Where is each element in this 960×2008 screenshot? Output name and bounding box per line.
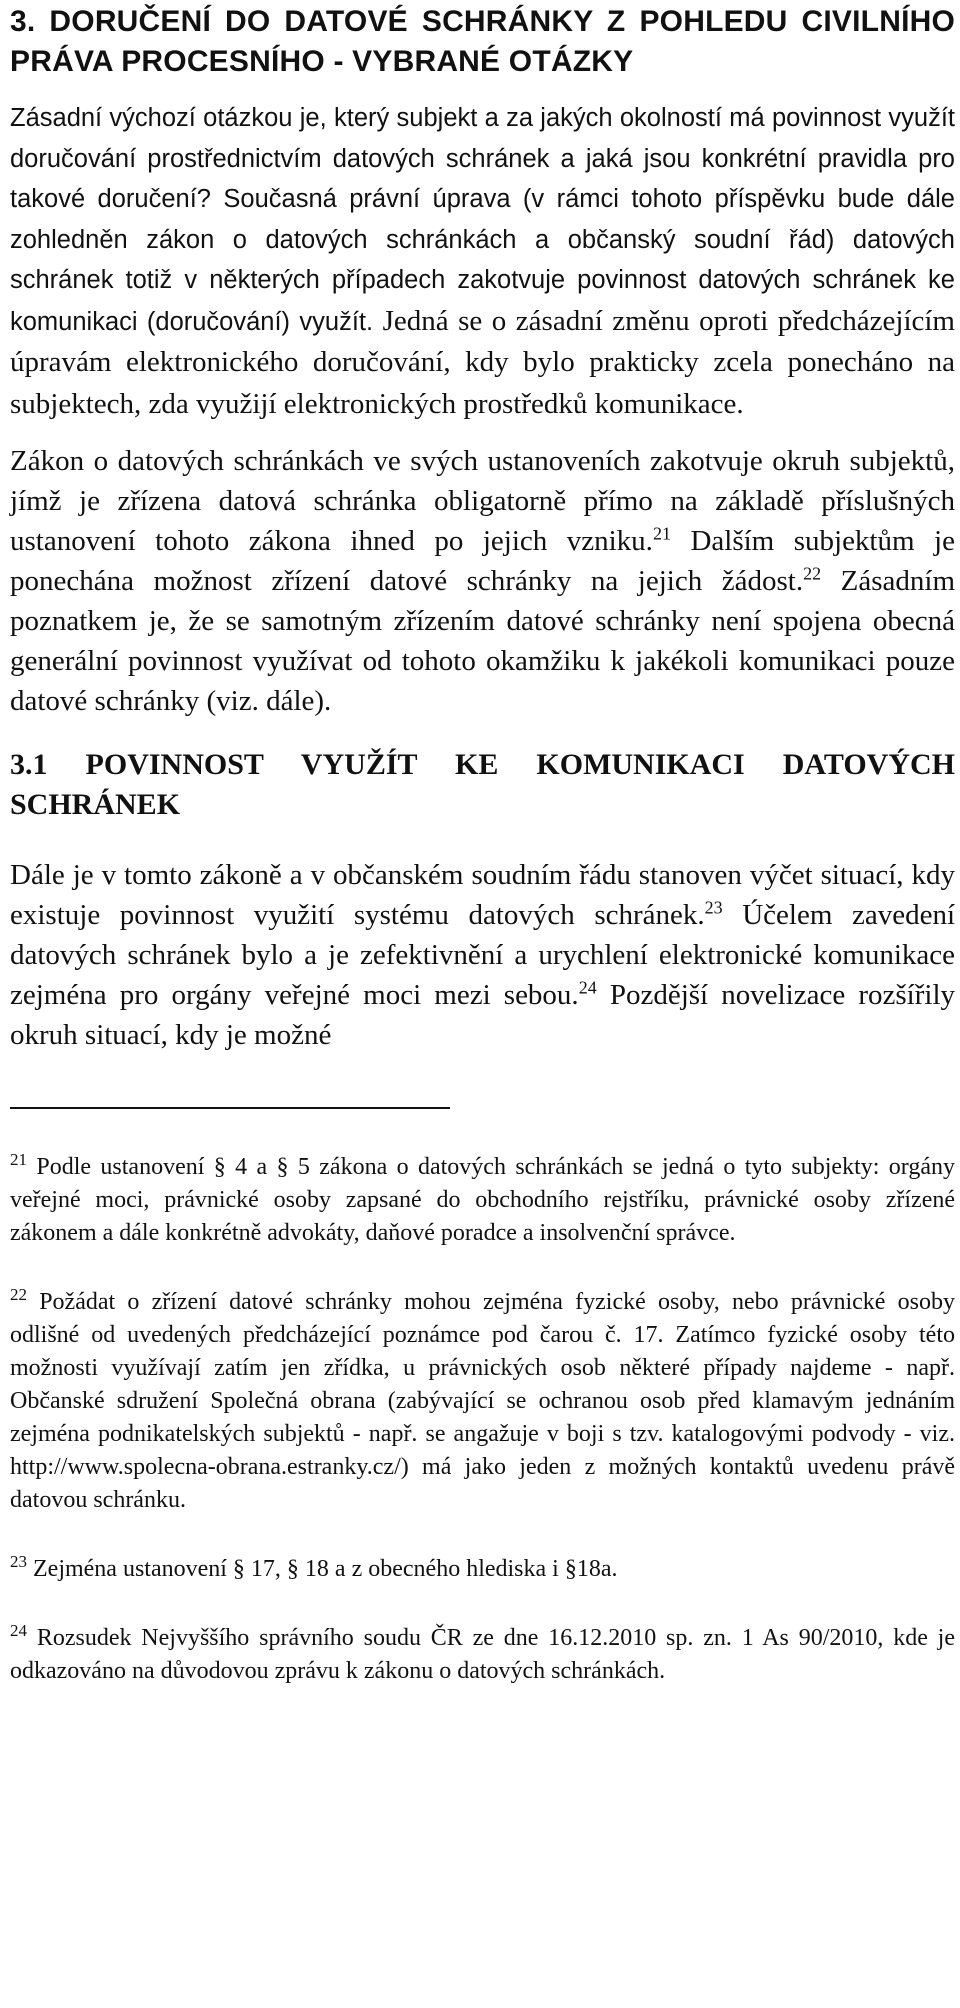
footnote-number: 23: [10, 1552, 27, 1571]
section-paragraph-2: [10, 441, 955, 721]
footnote-divider: [10, 1107, 450, 1109]
footnote-text: Požádat o zřízení datové schránky mohou zejména fyzické osoby, nebo právnické osoby odlišné od uvedených předcházející poznámce pod čarou č. 17. Zatímco fyzické osoby této možnosti využívají zatím jen zřídka, u právnických osob některé případy najdeme - např. Občanské sdružení Společná obrana (zabývající se ochranou osob před klamavým jednáním zejména podnikatelských subjektů - např. se angažuje v boji s tzv. katalogovými podvody - viz. http://www.spolecna-obrana.estranky.cz/) má jako jeden z možných kontaktů uvedenu právě datovou schránku.: [10, 1289, 955, 1513]
section-heading: 3. DORUČENÍ DO DATOVÉ SCHRÁNKY Z POHLEDU CIVILNÍHO PRÁVA PROCESNÍHO - VYBRANÉ OTÁZKY: [10, 5, 955, 78]
subsection-paragraph: [10, 855, 955, 1055]
footnote-21: [10, 1151, 955, 1250]
footnote-text: Zejména ustanovení § 17, § 18 a z obecného hlediska i §18a.: [27, 1556, 618, 1582]
paragraph-1-text-serif: Jedná se o zásadní změnu oproti předcházejícím úpravám elektronického doručování, kdy bylo prakticky zcela ponecháno na subjektech, zda využijí elektronických prostředků komunikace.: [10, 304, 955, 420]
footnote-number: 21: [10, 1150, 27, 1169]
paragraph-1-text-sans: Zásadní výchozí otázkou je, který subjekt a za jakých okolností má povinnost využít doručování prostřednictvím datových schránek a jaká jsou konkrétní pravidla pro takové doručení? Současná právní úprava (v rámci tohoto příspěvku bude dále zohledněn zákon o datových schránkách a občanský soudní řád) datových schránek totiž v některých případech zakotvuje povinnost datových schránek ke komunikaci (doručování) využít.: [10, 104, 955, 336]
subsection-text-b: Účelem zavedení datových schránek bylo a je zefektivnění a urychlení elektronické komunikace zejména pro orgány veřejné moci mezi sebou.: [10, 899, 956, 1011]
footnote-ref-22[interactable]: 22: [803, 563, 822, 584]
footnote-22: [10, 1286, 955, 1517]
footnote-text: Podle ustanovení § 4 a § 5 zákona o datových schránkách se jedná o tyto subjekty: orgány veřejné moci, právnické osoby zapsané do obchodního rejstříku, právnické osoby zřízené zákonem a dále konkrétně advokáty, daňové poradce a insolvenční správce.: [10, 1154, 955, 1246]
paragraph-2-text-c: Zásadním poznatkem je, že se samotným zřízením datové schránky není spojena obecná generální povinnost využívat od tohoto okamžiku k jakékoli komunikaci pouze datové schránky (viz. dále).: [10, 565, 955, 717]
footnote-number: 24: [10, 1621, 27, 1640]
footnote-text: Rozsudek Nejvyššího správního soudu ČR ze dne 16.12.2010 sp. zn. 1 As 90/2010, kde je odkazováno na důvodovou zprávu k zákonu o datových schránkách.: [10, 1625, 955, 1684]
footnote-23: [10, 1553, 955, 1586]
subsection-heading: 3.1 POVINNOST VYUŽÍT KE KOMUNIKACI DATOVÝCH SCHRÁNEK: [10, 748, 955, 821]
footnote-24: [10, 1622, 955, 1688]
subsection-text-c: Pozdější novelizace rozšířily okruh situací, kdy je možné: [10, 979, 955, 1051]
footnote-number: 22: [10, 1285, 27, 1304]
footnote-ref-21[interactable]: 21: [652, 523, 671, 544]
paragraph-2-text-a: Zákon o datových schránkách ve svých ustanoveních zakotvuje okruh subjektů, jímž je zřízena datová schránka obligatorně přímo na základě příslušných ustanovení tohoto zákona ihned po jejich vzniku.: [10, 445, 955, 557]
subsection-text-a: Dále je v tomto zákoně a v občanském soudním řádu stanoven výčet situací, kdy existuje povinnost využití systému datových schránek.: [10, 859, 955, 931]
section-paragraph-1: [10, 98, 955, 425]
footnote-ref-24[interactable]: 24: [578, 977, 597, 998]
paragraph-2-text-b: Dalším subjektům je ponechána možnost zřízení datové schránky na jejich žádost.: [10, 525, 955, 597]
document-page: [10, 0, 955, 1688]
footnote-ref-23[interactable]: 23: [704, 897, 723, 918]
